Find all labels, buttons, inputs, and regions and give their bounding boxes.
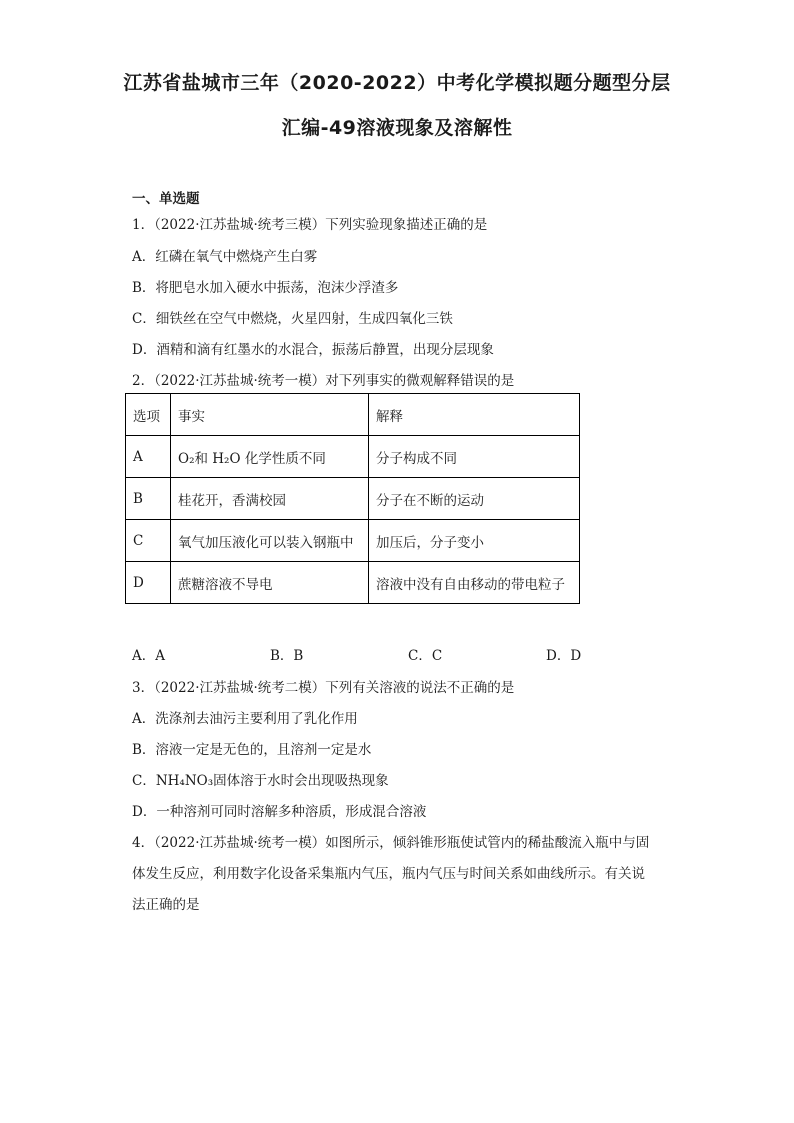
q2-stem: 2．（2022·江苏盐城·统考一模）对下列事实的微观解释错误的是 xyxy=(132,373,515,389)
table-header-cell: 事实 xyxy=(171,394,369,436)
table-cell: C xyxy=(126,520,171,562)
q3-option-b: B．溶液一定是无色的，且溶剂一定是水 xyxy=(132,742,372,758)
title-line-2: 汇编-49溶液现象及溶解性 xyxy=(281,117,513,139)
table-row xyxy=(126,562,580,604)
section-heading: 一、单选题 xyxy=(132,191,200,207)
table-row xyxy=(126,436,580,478)
q2-option-c: C．C xyxy=(408,648,443,664)
q1-option-d: D．酒精和滴有红墨水的水混合，振荡后静置，出现分层现象 xyxy=(132,342,494,358)
table-cell: 加压后，分子变小 xyxy=(369,520,580,562)
q1-stem: 1．（2022·江苏盐城·统考三模）下列实验现象描述正确的是 xyxy=(132,217,488,233)
table-cell: D xyxy=(126,562,171,604)
table-row xyxy=(126,478,580,520)
table-cell: B xyxy=(126,478,171,520)
table-header-cell: 选项 xyxy=(126,394,171,436)
table-cell: 桂花开，香满校园 xyxy=(171,478,369,520)
table-cell: 溶液中没有自由移动的带电粒子 xyxy=(369,562,580,604)
q3-stem: 3．（2022·江苏盐城·统考二模）下列有关溶液的说法不正确的是 xyxy=(132,680,515,696)
table-cell: 蔗糖溶液不导电 xyxy=(171,562,369,604)
q1-option-c: C．细铁丝在空气中燃烧，火星四射，生成四氧化三铁 xyxy=(132,311,453,327)
q2-option-b: B．B xyxy=(270,648,304,664)
q3-option-d: D．一种溶剂可同时溶解多种溶质，形成混合溶液 xyxy=(132,804,427,820)
q1-option-a: A．红磷在氧气中燃烧产生白雾 xyxy=(132,249,318,265)
table-cell: 分子在不断的运动 xyxy=(369,478,580,520)
q3-option-c: C．NH₄NO₃固体溶于水时会出现吸热现象 xyxy=(132,773,389,789)
table-header-row xyxy=(126,394,580,436)
q2-option-d: D．D xyxy=(546,648,582,664)
table-row xyxy=(126,520,580,562)
q1-option-b: B．将肥皂水加入硬水中振荡，泡沫少浮渣多 xyxy=(132,280,399,296)
q2-facts-table xyxy=(125,393,580,604)
title-line-1: 江苏省盐城市三年（2020-2022）中考化学模拟题分题型分层 xyxy=(123,72,671,94)
q4-stem-line-1: 4．（2022·江苏盐城·统考一模）如图所示，倾斜锥形瓶使试管内的稀盐酸流入瓶中与固 xyxy=(132,835,650,851)
q3-option-a: A．洗涤剂去油污主要利用了乳化作用 xyxy=(132,711,358,727)
table-header-cell: 解释 xyxy=(369,394,580,436)
table-cell: A xyxy=(126,436,171,478)
q4-stem-line-2: 体发生反应，利用数字化设备采集瓶内气压，瓶内气压与时间关系如曲线所示。有关说 xyxy=(132,866,645,882)
q2-options xyxy=(132,644,692,662)
table-cell: 分子构成不同 xyxy=(369,436,580,478)
q2-option-a: A．A xyxy=(132,648,165,664)
table-cell: 氧气加压液化可以装入钢瓶中 xyxy=(171,520,369,562)
q4-stem-line-3: 法正确的是 xyxy=(132,897,200,913)
table-cell: O₂和 H₂O 化学性质不同 xyxy=(171,436,369,478)
